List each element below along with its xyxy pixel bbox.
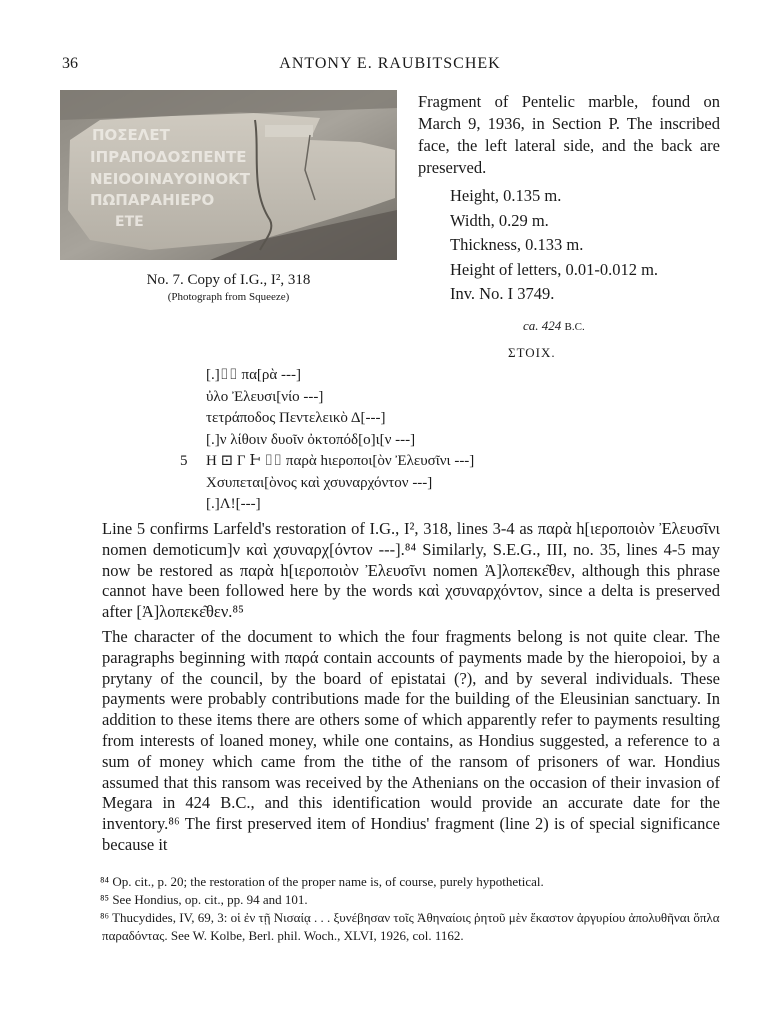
measurements-list [450, 184, 658, 307]
line-number [180, 473, 206, 495]
stoichedon-label: ΣΤΟΙΧ. [508, 345, 556, 360]
inscription-line [180, 430, 474, 452]
running-head: ANTONY E. RAUBITSCHEK [279, 55, 501, 72]
body-paragraph-2: The character of the document to which the four fragments belong is not quite clear. The paragraphs beginning with παρά contain accounts of payments made by the hieropoioi, by a prytany of the council, by the board of epistatai (?), and by several individuals. These payments were probably contributions made for the building of the Eleusinian sanctuary. In addition to these items there are others some of which apparently refer to payments resulting from interests of loaned money, while one contains, as Hondius suggested, a reference to a sum of money which came from the tithe of the ransom of prisoners of war. Hondius assumed that this ransom was received by the Athenians on the occasion of their invasion of Megara in 424 B.C., and this identification would provide an accurate date for the inventory.⁸⁶ The first preserved item of Hondius' fragment (line 2) is of special significance because it [102, 627, 720, 854]
inscription-text [180, 365, 474, 516]
svg-text:ΝΕΙΟΟΙΝΑΥΟΙΝΟΚΤ: ΝΕΙΟΟΙΝΑΥΟΙΝΟΚΤ [90, 170, 250, 188]
inscription-line [180, 473, 474, 495]
measurement-width: Width, 0.29 m. [450, 210, 549, 230]
inscription-line [180, 408, 474, 430]
measurement-letter-height: Height of letters, 0.01-0.012 m. [450, 259, 659, 279]
line-text: Η ⊡ Γ Ͱ ⌷⌷ παρὰ hιεροποι[ὸν Ἐλευσῖνι ---] [206, 453, 475, 469]
date-line [523, 318, 585, 334]
line-number [180, 365, 206, 387]
line-text: Χσυπεται[ὸνος καὶ χσυναρχόντον ---] [206, 474, 433, 491]
line-text: [.]⌷⌷ πα[ρὰ ---] [206, 367, 301, 383]
line-number [180, 408, 206, 430]
footnotes [102, 873, 720, 945]
body-paragraph-1: Line 5 confirms Larfeld's restoration of I.G., I², 318, lines 3-4 as παρὰ h[ιεροποιὸν Ἐλευσῖνι nomen demoticum]ν καὶ χσυναρχ[όντον ---].⁸⁴ Similarly, S.E.G., III, no. 35, lines 4-5 may now be restored as παρὰ h[ιεροποιὸν Ἐλευσῖνι nomen Ἀ]λοπεκε͂θεν, although this phrase cannot have been followed here by the words καὶ χσυναρχόντον, since a delta is preserved after [Ἀ]λοπεκε͂θεν.⁸⁵ [102, 519, 720, 622]
line-text: ὐλο Ἐλευσι[νίο ---] [206, 388, 324, 405]
figure-caption [60, 272, 397, 303]
caption-subtitle: (Photograph from Squeeze) [167, 291, 290, 303]
date-value: ca. 424 [523, 318, 562, 333]
fragment-description: Fragment of Pentelic marble, found on March 9, 1936, in Section P. The inscribed face, the left lateral side, and the back are preserved. [418, 92, 720, 177]
svg-text:ΙΠΡΑΠΟΔΟΣΠΕΝΤΕ: ΙΠΡΑΠΟΔΟΣΠΕΝΤΕ [90, 148, 247, 166]
svg-text:ΠΟΣΕΛΕΤ: ΠΟΣΕΛΕΤ [92, 126, 170, 144]
inscription-line [180, 387, 474, 409]
svg-text:ΕΤΕ: ΕΤΕ [115, 214, 144, 230]
measurement-thickness: Thickness, 0.133 m. [450, 235, 584, 254]
inscription-line [180, 451, 474, 473]
line-number [180, 387, 206, 409]
caption-title: No. 7. Copy of I.G., I², 318 [146, 272, 311, 288]
footnote-85: ⁸⁵ See Hondius, op. cit., pp. 94 and 101. [100, 892, 308, 907]
line-number [180, 430, 206, 452]
line-number: 5 [180, 453, 188, 469]
footnote-84: ⁸⁴ Op. cit., p. 20; the restoration of the proper name is, of course, purely hypothetical. [100, 874, 544, 889]
line-text: [.]ν λίθοιν δυοῖν ὀκτοπόδ[ο]ι[ν ---] [206, 431, 416, 448]
svg-text:ΠΩΠΑΡΑΗΙΕΡΟ: ΠΩΠΑΡΑΗΙΕΡΟ [90, 191, 215, 209]
line-text: [.]Λ![---] [206, 496, 261, 512]
inscription-line [180, 365, 474, 387]
squeeze-photo-image [60, 90, 397, 260]
inventory-number: Inv. No. I 3749. [450, 284, 555, 303]
line-text: τετράποδος Πεντελεικὸ Δ[---] [206, 410, 386, 426]
footnote-86: ⁸⁶ Thucydides, IV, 69, 3: οἱ ἐν τῇ Νισαίᾳ . . . ξυνέβησαν τοῖς Ἀθηναίοις ῥητοῦ μὲν ἕκαστον ἀργυρίου ἀπολυθῆναι ὅπλα παραδόντας. See W. Kolbe, Berl. phil. Woch., XLVI, 1926, col. 1162. [100, 910, 720, 943]
inscription-photo [60, 90, 397, 260]
line-number [180, 494, 206, 516]
date-era: B.C. [564, 321, 585, 333]
measurement-height: Height, 0.135 m. [450, 186, 562, 205]
page-number: 36 [62, 55, 78, 72]
inscription-line [180, 494, 474, 516]
